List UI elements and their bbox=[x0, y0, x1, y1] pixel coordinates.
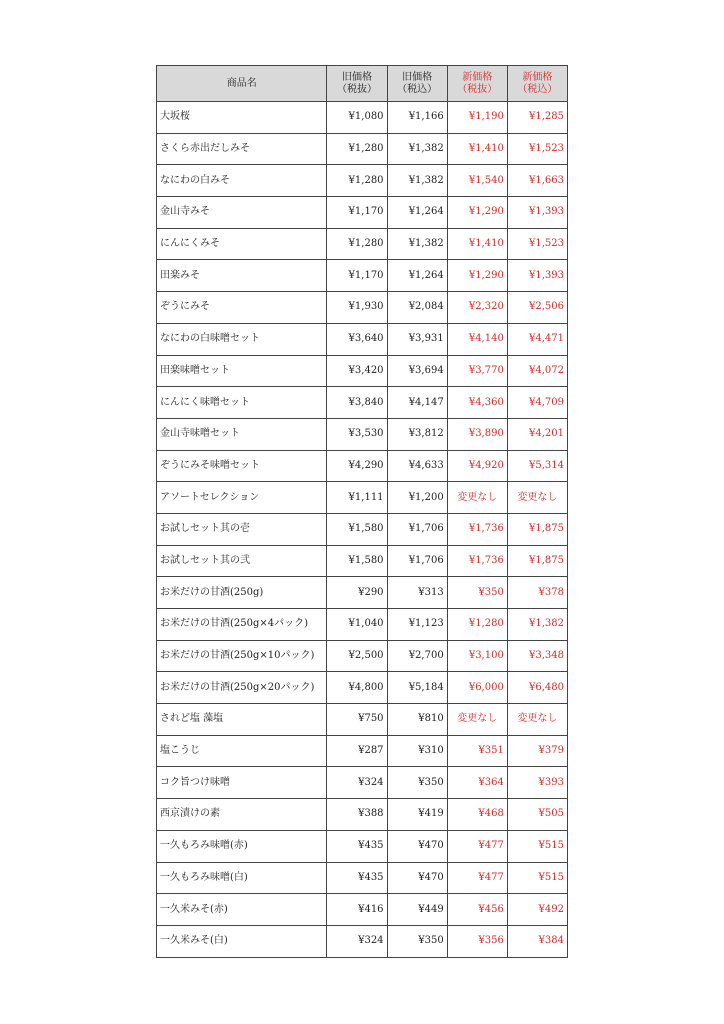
new-price-excl-cell: ¥3,890 bbox=[447, 418, 507, 450]
new-price-excl-cell: ¥3,100 bbox=[447, 640, 507, 672]
table-row bbox=[157, 197, 568, 229]
new-price-incl-cell: ¥515 bbox=[507, 862, 567, 894]
table-row bbox=[157, 735, 568, 767]
new-price-incl-cell: ¥393 bbox=[507, 767, 567, 799]
new-price-incl-cell: ¥492 bbox=[507, 894, 567, 926]
new-price-incl-cell: ¥379 bbox=[507, 735, 567, 767]
new-price-incl-cell: ¥1,523 bbox=[507, 133, 567, 165]
table-row bbox=[157, 609, 568, 641]
product-name-cell: 一久米みそ(赤) bbox=[157, 894, 327, 926]
old-price-excl-cell: ¥1,580 bbox=[327, 513, 387, 545]
old-price-incl-cell: ¥350 bbox=[387, 925, 447, 957]
new-price-excl-cell: ¥1,410 bbox=[447, 228, 507, 260]
old-price-incl-cell: ¥1,123 bbox=[387, 609, 447, 641]
table-row bbox=[157, 450, 568, 482]
new-price-incl-cell: ¥1,523 bbox=[507, 228, 567, 260]
product-name-cell: お米だけの甘酒(250g×4パック) bbox=[157, 609, 327, 641]
new-price-incl-cell: ¥4,471 bbox=[507, 323, 567, 355]
old-price-incl-cell: ¥1,200 bbox=[387, 482, 447, 514]
old-price-incl-cell: ¥2,700 bbox=[387, 640, 447, 672]
new-price-incl-cell: 変更なし bbox=[507, 482, 567, 514]
new-price-incl-cell: ¥515 bbox=[507, 830, 567, 862]
table-row bbox=[157, 323, 568, 355]
old-price-incl-cell: ¥5,184 bbox=[387, 672, 447, 704]
new-price-incl-cell: ¥3,348 bbox=[507, 640, 567, 672]
new-price-incl-cell: ¥1,393 bbox=[507, 197, 567, 229]
new-price-excl-cell: ¥2,320 bbox=[447, 292, 507, 324]
old-price-incl-cell: ¥4,633 bbox=[387, 450, 447, 482]
new-price-excl-cell: ¥1,540 bbox=[447, 165, 507, 197]
new-price-excl-cell: ¥456 bbox=[447, 894, 507, 926]
old-price-excl-cell: ¥1,930 bbox=[327, 292, 387, 324]
header-new-price-excl-tax: 新価格 （税抜） bbox=[447, 66, 507, 102]
old-price-excl-cell: ¥1,170 bbox=[327, 197, 387, 229]
header-row bbox=[157, 66, 568, 102]
new-price-excl-cell: ¥3,770 bbox=[447, 355, 507, 387]
product-name-cell: お試しセット其の弐 bbox=[157, 545, 327, 577]
new-price-excl-cell: ¥1,736 bbox=[447, 513, 507, 545]
old-price-excl-cell: ¥4,800 bbox=[327, 672, 387, 704]
product-name-cell: 一久もろみ味噌(白) bbox=[157, 862, 327, 894]
new-price-excl-cell: ¥6,000 bbox=[447, 672, 507, 704]
old-price-incl-cell: ¥1,166 bbox=[387, 102, 447, 134]
product-name-cell: お米だけの甘酒(250g) bbox=[157, 577, 327, 609]
header-new-price-incl-tax: 新価格 （税込） bbox=[507, 66, 567, 102]
table-row bbox=[157, 387, 568, 419]
old-price-excl-cell: ¥324 bbox=[327, 925, 387, 957]
old-price-excl-cell: ¥1,080 bbox=[327, 102, 387, 134]
old-price-excl-cell: ¥290 bbox=[327, 577, 387, 609]
product-name-cell: お試しセット其の壱 bbox=[157, 513, 327, 545]
old-price-incl-cell: ¥1,706 bbox=[387, 545, 447, 577]
new-price-excl-cell: ¥4,360 bbox=[447, 387, 507, 419]
new-price-excl-cell: ¥350 bbox=[447, 577, 507, 609]
old-price-incl-cell: ¥1,382 bbox=[387, 133, 447, 165]
table-row bbox=[157, 513, 568, 545]
old-price-excl-cell: ¥388 bbox=[327, 799, 387, 831]
new-price-incl-cell: ¥1,393 bbox=[507, 260, 567, 292]
old-price-excl-cell: ¥416 bbox=[327, 894, 387, 926]
old-price-excl-cell: ¥1,170 bbox=[327, 260, 387, 292]
product-name-cell: 一久米みそ(白) bbox=[157, 925, 327, 957]
product-name-cell: 田楽みそ bbox=[157, 260, 327, 292]
new-price-incl-cell: ¥1,382 bbox=[507, 609, 567, 641]
old-price-incl-cell: ¥449 bbox=[387, 894, 447, 926]
table-row bbox=[157, 672, 568, 704]
new-price-excl-cell: 変更なし bbox=[447, 704, 507, 736]
product-name-cell: 田楽味噌セット bbox=[157, 355, 327, 387]
product-name-cell: コク旨つけ味噌 bbox=[157, 767, 327, 799]
old-price-excl-cell: ¥4,290 bbox=[327, 450, 387, 482]
old-price-incl-cell: ¥350 bbox=[387, 767, 447, 799]
new-price-incl-cell: ¥4,201 bbox=[507, 418, 567, 450]
product-name-cell: さくら赤出だしみそ bbox=[157, 133, 327, 165]
new-price-excl-cell: ¥4,140 bbox=[447, 323, 507, 355]
product-name-cell: お米だけの甘酒(250g×10パック) bbox=[157, 640, 327, 672]
product-name-cell: にんにくみそ bbox=[157, 228, 327, 260]
old-price-excl-cell: ¥3,640 bbox=[327, 323, 387, 355]
new-price-incl-cell: ¥4,709 bbox=[507, 387, 567, 419]
table-row bbox=[157, 862, 568, 894]
product-name-cell: なにわの白みそ bbox=[157, 165, 327, 197]
table-row bbox=[157, 767, 568, 799]
table-row bbox=[157, 355, 568, 387]
table-row bbox=[157, 704, 568, 736]
old-price-incl-cell: ¥3,694 bbox=[387, 355, 447, 387]
new-price-incl-cell: ¥4,072 bbox=[507, 355, 567, 387]
new-price-excl-cell: ¥1,290 bbox=[447, 260, 507, 292]
table-row bbox=[157, 925, 568, 957]
product-name-cell: アソートセレクション bbox=[157, 482, 327, 514]
new-price-incl-cell: ¥378 bbox=[507, 577, 567, 609]
new-price-incl-cell: ¥2,506 bbox=[507, 292, 567, 324]
product-name-cell: ぞうにみそ味噌セット bbox=[157, 450, 327, 482]
old-price-incl-cell: ¥1,382 bbox=[387, 165, 447, 197]
old-price-incl-cell: ¥419 bbox=[387, 799, 447, 831]
old-price-excl-cell: ¥324 bbox=[327, 767, 387, 799]
new-price-incl-cell: ¥1,663 bbox=[507, 165, 567, 197]
product-name-cell: にんにく味噌セット bbox=[157, 387, 327, 419]
old-price-excl-cell: ¥3,840 bbox=[327, 387, 387, 419]
new-price-incl-cell: ¥5,314 bbox=[507, 450, 567, 482]
table-row bbox=[157, 292, 568, 324]
old-price-excl-cell: ¥287 bbox=[327, 735, 387, 767]
table-row bbox=[157, 418, 568, 450]
old-price-excl-cell: ¥435 bbox=[327, 862, 387, 894]
old-price-incl-cell: ¥3,812 bbox=[387, 418, 447, 450]
old-price-excl-cell: ¥1,280 bbox=[327, 165, 387, 197]
old-price-incl-cell: ¥1,264 bbox=[387, 197, 447, 229]
table-row bbox=[157, 102, 568, 134]
old-price-incl-cell: ¥313 bbox=[387, 577, 447, 609]
old-price-incl-cell: ¥470 bbox=[387, 830, 447, 862]
table-row bbox=[157, 830, 568, 862]
old-price-excl-cell: ¥1,280 bbox=[327, 133, 387, 165]
table-row bbox=[157, 133, 568, 165]
table-row bbox=[157, 482, 568, 514]
old-price-incl-cell: ¥1,264 bbox=[387, 260, 447, 292]
new-price-excl-cell: 変更なし bbox=[447, 482, 507, 514]
header-product-name: 商品名 bbox=[157, 66, 327, 102]
table-body bbox=[157, 102, 568, 958]
product-name-cell: されど塩 藻塩 bbox=[157, 704, 327, 736]
new-price-excl-cell: ¥1,410 bbox=[447, 133, 507, 165]
new-price-incl-cell: ¥384 bbox=[507, 925, 567, 957]
table-row bbox=[157, 640, 568, 672]
new-price-excl-cell: ¥356 bbox=[447, 925, 507, 957]
product-name-cell: ぞうにみそ bbox=[157, 292, 327, 324]
table-row bbox=[157, 894, 568, 926]
new-price-excl-cell: ¥1,290 bbox=[447, 197, 507, 229]
new-price-incl-cell: ¥6,480 bbox=[507, 672, 567, 704]
new-price-excl-cell: ¥477 bbox=[447, 862, 507, 894]
old-price-excl-cell: ¥1,580 bbox=[327, 545, 387, 577]
new-price-excl-cell: ¥1,190 bbox=[447, 102, 507, 134]
new-price-excl-cell: ¥1,280 bbox=[447, 609, 507, 641]
table-row bbox=[157, 545, 568, 577]
header-old-price-excl-tax: 旧価格 （税抜） bbox=[327, 66, 387, 102]
old-price-excl-cell: ¥2,500 bbox=[327, 640, 387, 672]
product-name-cell: 金山寺味噌セット bbox=[157, 418, 327, 450]
product-name-cell: 塩こうじ bbox=[157, 735, 327, 767]
table-row bbox=[157, 165, 568, 197]
old-price-excl-cell: ¥750 bbox=[327, 704, 387, 736]
product-name-cell: 大坂桜 bbox=[157, 102, 327, 134]
old-price-incl-cell: ¥1,706 bbox=[387, 513, 447, 545]
old-price-excl-cell: ¥1,111 bbox=[327, 482, 387, 514]
old-price-incl-cell: ¥810 bbox=[387, 704, 447, 736]
table-row bbox=[157, 577, 568, 609]
old-price-excl-cell: ¥1,280 bbox=[327, 228, 387, 260]
product-name-cell: 金山寺みそ bbox=[157, 197, 327, 229]
old-price-incl-cell: ¥310 bbox=[387, 735, 447, 767]
product-name-cell: お米だけの甘酒(250g×20パック) bbox=[157, 672, 327, 704]
old-price-incl-cell: ¥1,382 bbox=[387, 228, 447, 260]
new-price-incl-cell: ¥1,285 bbox=[507, 102, 567, 134]
new-price-excl-cell: ¥351 bbox=[447, 735, 507, 767]
new-price-excl-cell: ¥1,736 bbox=[447, 545, 507, 577]
new-price-excl-cell: ¥477 bbox=[447, 830, 507, 862]
new-price-excl-cell: ¥468 bbox=[447, 799, 507, 831]
product-name-cell: なにわの白味噌セット bbox=[157, 323, 327, 355]
header-old-price-incl-tax: 旧価格 （税込） bbox=[387, 66, 447, 102]
old-price-excl-cell: ¥435 bbox=[327, 830, 387, 862]
new-price-incl-cell: ¥1,875 bbox=[507, 513, 567, 545]
old-price-incl-cell: ¥3,931 bbox=[387, 323, 447, 355]
product-name-cell: 西京漬けの素 bbox=[157, 799, 327, 831]
table-row bbox=[157, 228, 568, 260]
old-price-excl-cell: ¥3,420 bbox=[327, 355, 387, 387]
product-name-cell: 一久もろみ味噌(赤) bbox=[157, 830, 327, 862]
table-row bbox=[157, 260, 568, 292]
old-price-excl-cell: ¥3,530 bbox=[327, 418, 387, 450]
price-table bbox=[156, 65, 568, 958]
old-price-incl-cell: ¥4,147 bbox=[387, 387, 447, 419]
new-price-excl-cell: ¥4,920 bbox=[447, 450, 507, 482]
old-price-incl-cell: ¥470 bbox=[387, 862, 447, 894]
new-price-incl-cell: ¥505 bbox=[507, 799, 567, 831]
new-price-incl-cell: 変更なし bbox=[507, 704, 567, 736]
old-price-incl-cell: ¥2,084 bbox=[387, 292, 447, 324]
new-price-excl-cell: ¥364 bbox=[447, 767, 507, 799]
new-price-incl-cell: ¥1,875 bbox=[507, 545, 567, 577]
old-price-excl-cell: ¥1,040 bbox=[327, 609, 387, 641]
table-row bbox=[157, 799, 568, 831]
